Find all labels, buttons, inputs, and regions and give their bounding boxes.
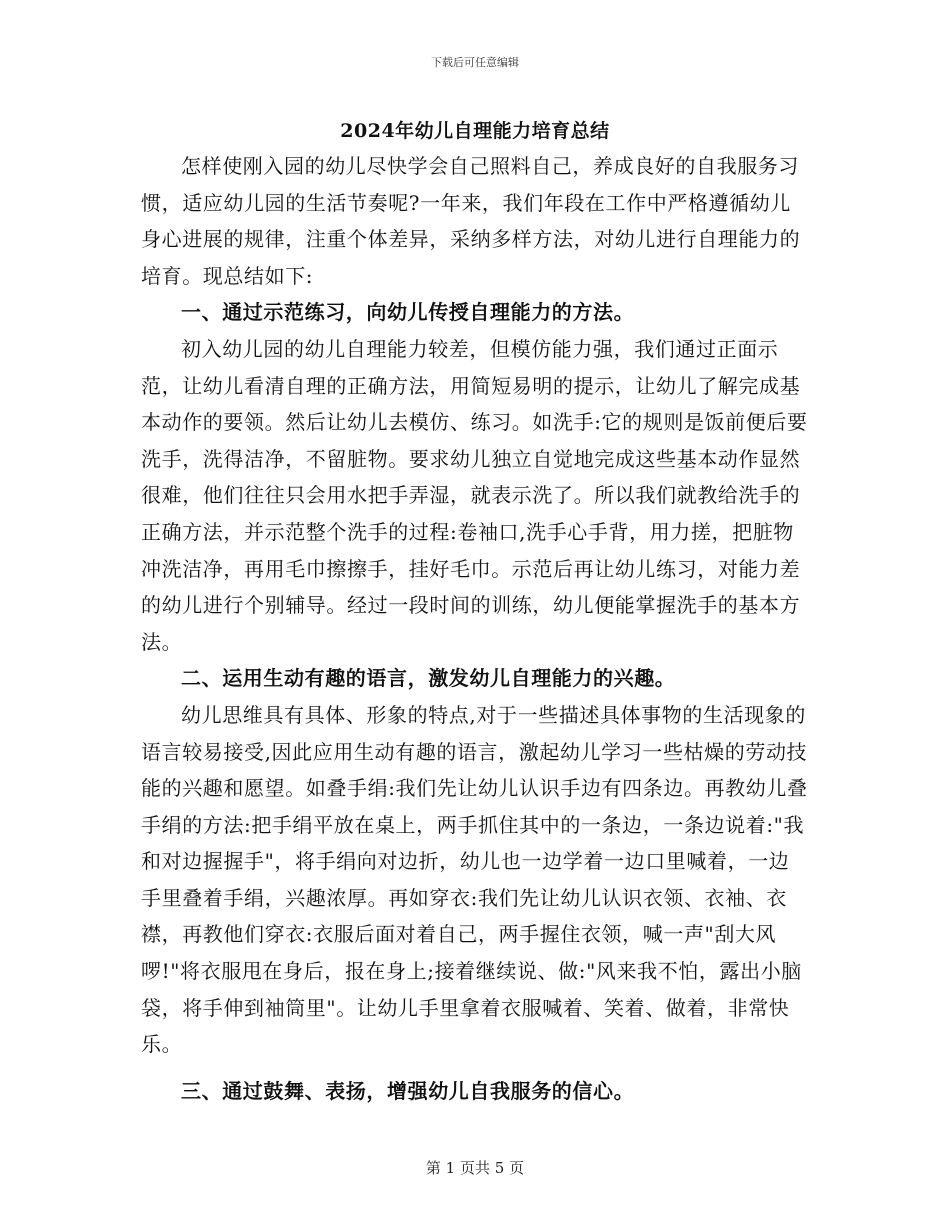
document-title: 2024年幼儿自理能力培育总结 <box>340 120 610 142</box>
section-heading-3: 三、通过鼓舞、表扬，增强幼儿自我服务的信心。 <box>181 1078 635 1103</box>
document-body <box>141 148 809 1109</box>
page-header: 下载后可任意编辑 <box>431 56 519 69</box>
page-footer: 第 1 页共 5 页 <box>425 1159 525 1177</box>
section-heading-1: 一、通过示范练习，向幼儿传授自理能力的方法。 <box>181 300 635 325</box>
section-2-paragraph: 幼儿思维具有具体、形象的特点,对于一些描述具体事物的生活现象的语言较易接受,因此应用生动有趣的语言，激起幼儿学习一些枯燥的劳动技能的兴趣和愿望。如叠手绢:我们先让幼儿认识手边有四条边。再教幼儿叠手绢的方法:把手绢平放在桌上，两手抓住其中的一条边，一条边说着:"我和对边握握手"，将手绢向对边折，幼儿也一边学着一边口里喊着，一边手里叠着手绢，兴趣浓厚。再如穿衣:我们先让幼儿认识衣领、衣袖、衣襟，再教他们穿衣:衣服后面对着自己，两手握住衣领，喊一声"刮大风啰!"将衣服甩在身后，报在身上;接着继续说、做:"风来我不怕，露出小脑袋，将手伸到袖筒里"。让幼儿手里拿着衣服喊着、笑着、做着，非常快乐。 <box>141 702 808 1057</box>
intro-paragraph: 怎样使刚入园的幼儿尽快学会自己照料自己，养成良好的自我服务习惯，适应幼儿园的生活节奏呢?一年来，我们年段在工作中严格遵循幼儿身心进展的规律，注重个体差异，采纳多样方法，对幼儿进行自理能力的培育。现总结如下: <box>141 154 801 288</box>
section-1-paragraph: 初入幼儿园的幼儿自理能力较差，但模仿能力强，我们通过正面示范，让幼儿看清自理的正确方法，用简短易明的提示，让幼儿了解完成基本动作的要领。然后让幼儿去模仿、练习。如洗手:它的规则是饭前便后要洗手，洗得洁净，不留脏物。要求幼儿独立自觉地完成这些基本动作显然很难，他们往往只会用水把手弄湿，就表示洗了。所以我们就教给洗手的正确方法，并示范整个洗手的过程:卷袖口,洗手心手背，用力搓，把脏物冲洗洁净，再用毛巾擦擦手，挂好毛巾。示范后再让幼儿练习，对能力差的幼儿进行个别辅导。经过一段时间的训练，幼儿便能掌握洗手的基本方法。 <box>141 336 808 654</box>
section-heading-2: 二、运用生动有趣的语言，激发幼儿自理能力的兴趣。 <box>181 666 676 691</box>
